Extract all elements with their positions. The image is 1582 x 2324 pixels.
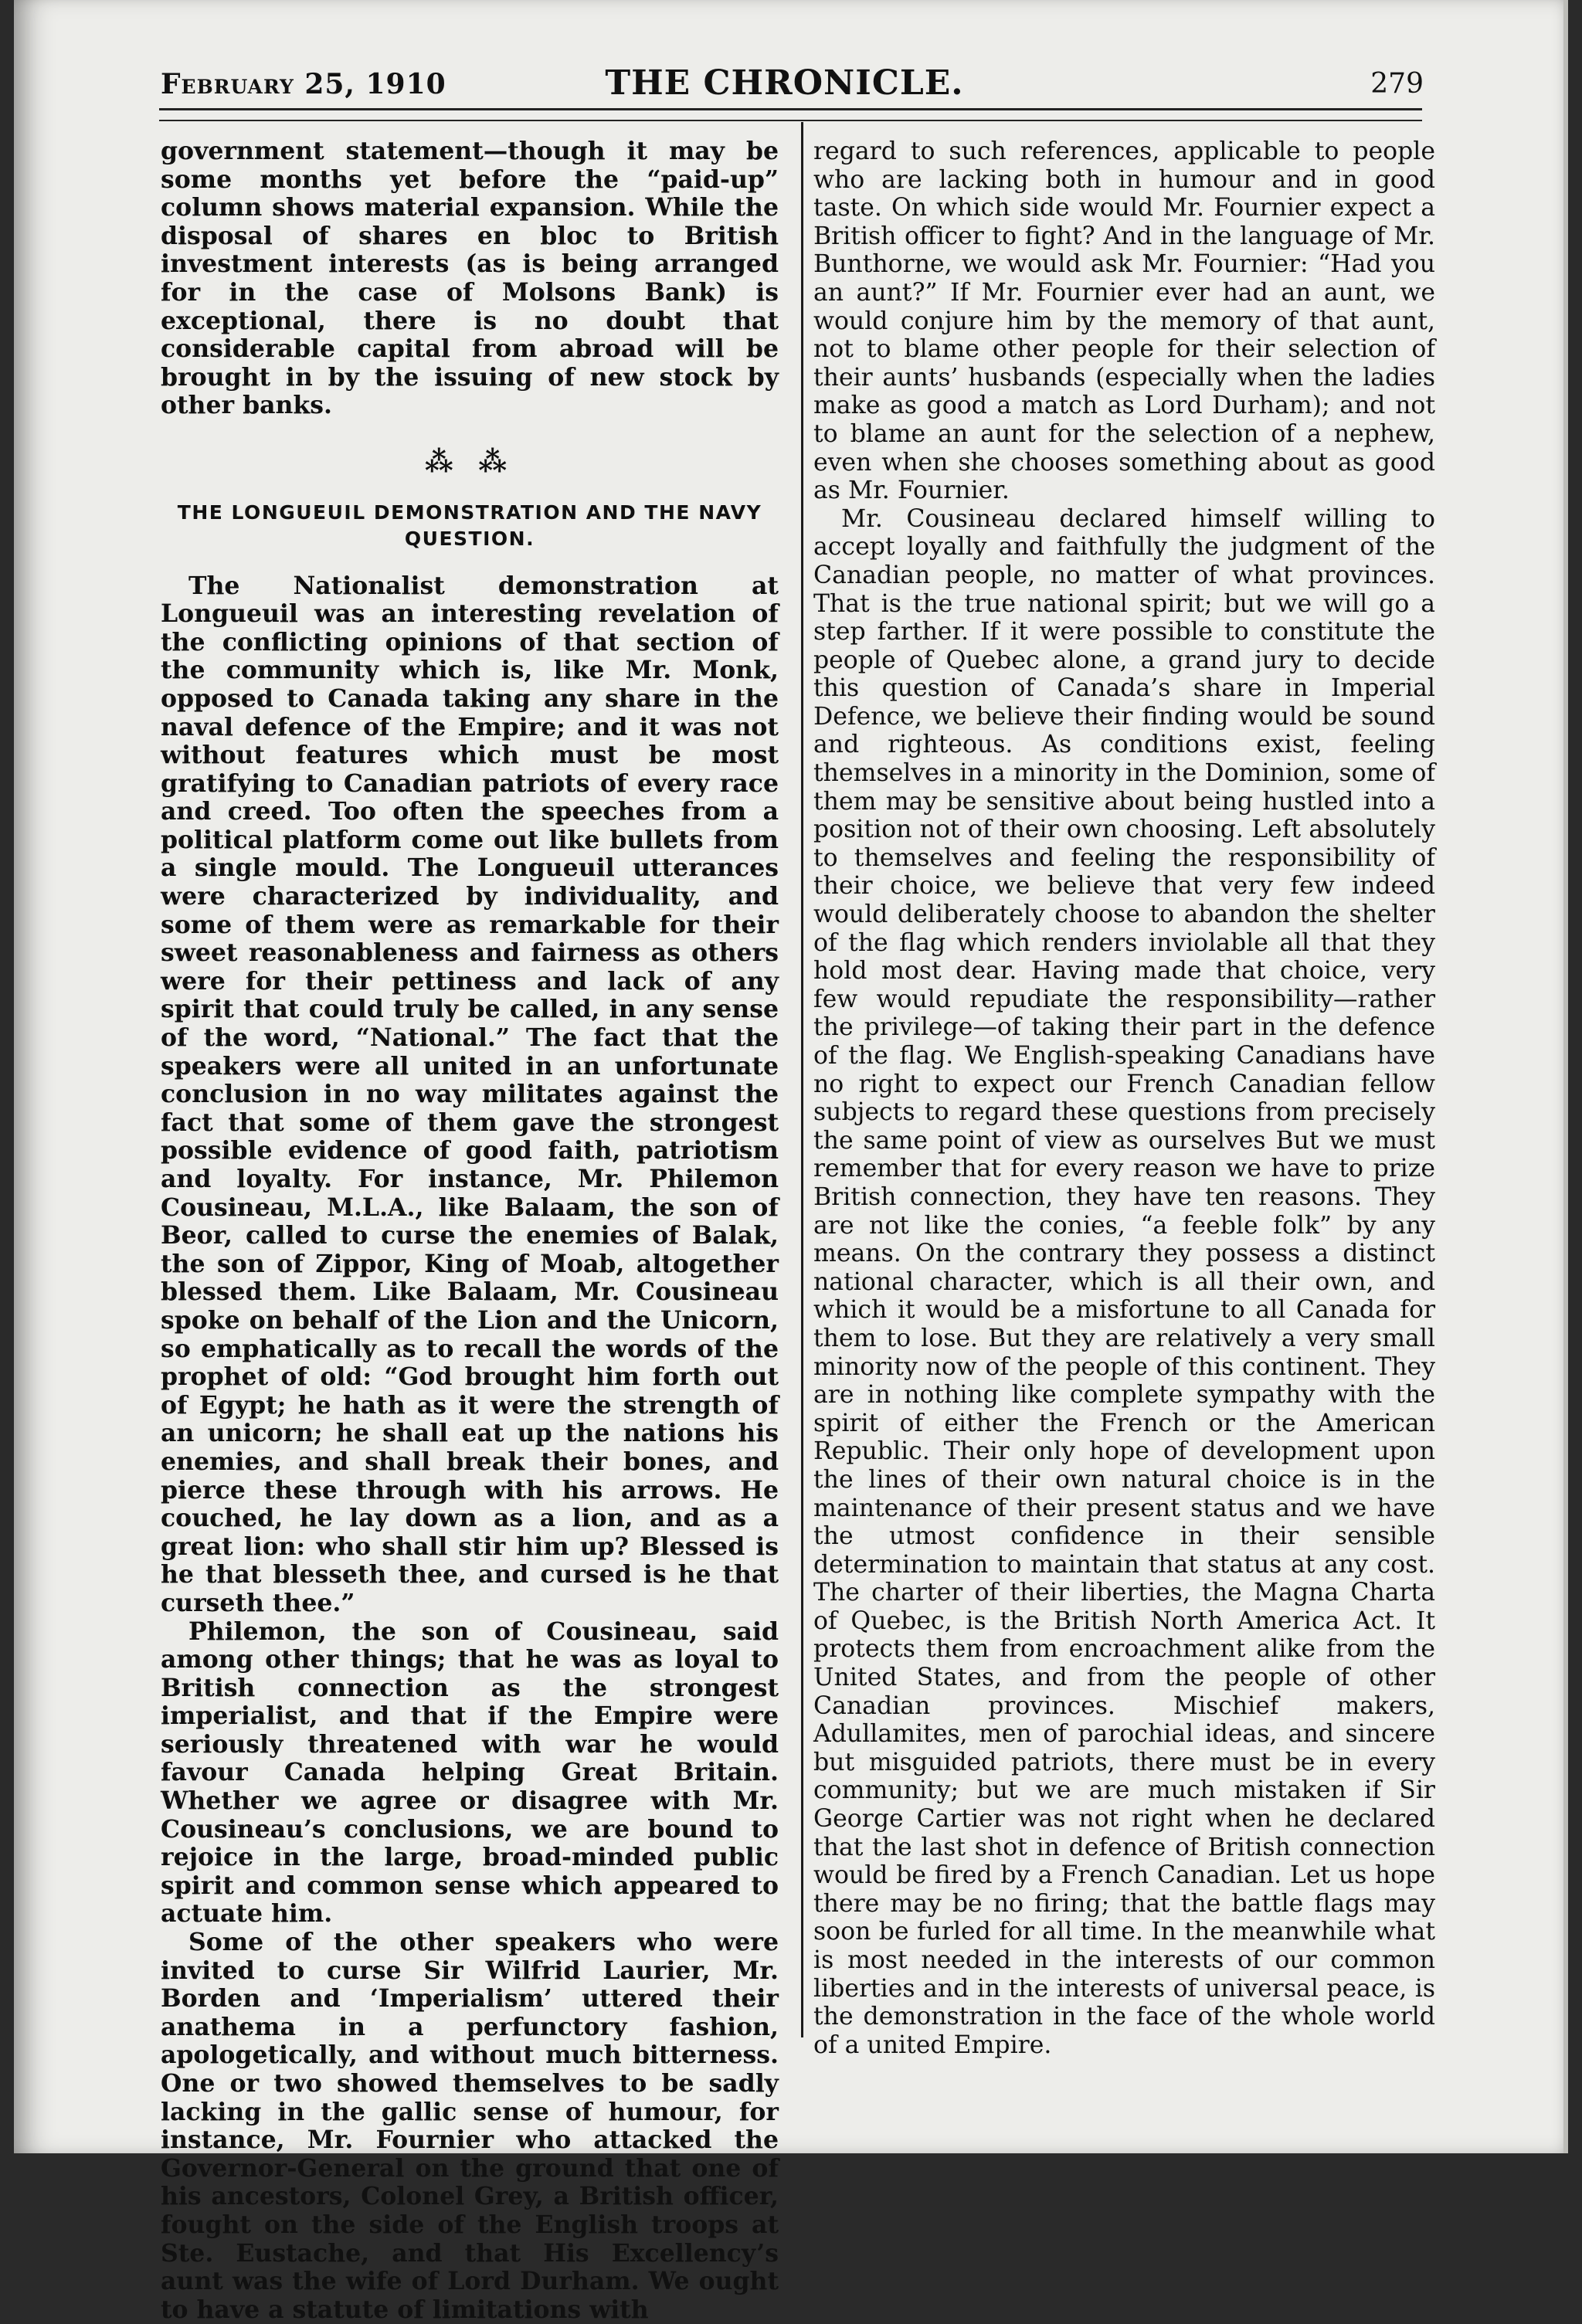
left-paragraph-2: The Nationalist demonstration at Longueuil was an interesting revelation of the conflicting opinions of that section of the community which is, like Mr. Monk, opposed to Canada taking any share in the naval defence of the Empire; and it was not without features which must be most gratifying to Canadian patriots of every race and creed. Too often the speeches from a political platform come out like bullets from a single mould. The Longueuil utterances were characterized by individuality, and some of them were as remarkable for their sweet reasonableness and fairness as others were for their pettiness and lack of any spirit that could truly be called, in any sense of the word, “National.” The fact that the speakers were all united in an unfortunate conclusion in no way militates against the fact that some of them gave the strongest possible evidence of good faith, patriotism and loyalty. For instance, Mr. Philemon Cousineau, M.L.A., like Balaam, the son of Beor, called to curse the enemies of Balak, the son of Zippor, King of Moab, altogether blessed them. Like Balaam, Mr. Cousineau spoke on behalf of the Lion and the Unicorn, so emphatically as to recall the words of the prophet of old: “God brought him forth out of Egypt; he hath as it were the strength of an unicorn; he shall eat up the nations his enemies, and shall break their bones, and pierce these through with his arrows. He couched, he lay down as a lion, and as a great lion: who shall stir him up? Blessed is he that blesseth thee, and cursed is he that curseth thee.” — [161, 571, 779, 1617]
left-paragraph-1: government statement—though it may be some months yet before the “paid-up” column shows material expansion. While the disposal of shares en bloc to British investment interests (as is being arranged for in the case of Molsons Bank) is exceptional, there is no doubt that considerable capital from abroad will be brought in by the issuing of new stock by other banks. — [161, 137, 779, 420]
right-column — [813, 137, 1435, 2059]
left-paragraph-4: Some of the other speakers who were invited to curse Sir Wilfrid Laurier, Mr. Borden and ‘Imperialism’ uttered their anathema in a perfunctory fashion, apologetically, and without much bitterness. One or two showed themselves to be sadly lacking in the gallic sense of humour, for instance, Mr. Fournier who attacked the Governor-General on the ground that one of his ancestors, Colonel Grey, a British officer, fought on the side of the English troops at Ste. Eustache, and that His Excellency’s aunt was the wife of Lord Durham. We ought to have a statute of limitations with — [161, 1928, 779, 2324]
page-header — [145, 62, 1424, 108]
newspaper-page — [14, 0, 1568, 2324]
article-headline: THE LONGUEUIL DEMONSTRATION AND THE NAVY QUESTION. — [177, 500, 762, 550]
publication-title: THE CHRONICLE. — [605, 63, 964, 103]
left-column — [161, 137, 779, 2324]
left-paragraph-3: Philemon, the son of Cousineau, said among other things; that he was as loyal to British connection as the strongest imperialist, and that if the Empire were seriously threatened with war he would favour Canada helping Great Britain. Whether we agree or disagree with Mr. Cousineau’s conclusions, we are bound to rejoice in the large, broad-minded public spirit and common sense which appeared to actuate him. — [161, 1617, 779, 1929]
header-date: February 25, 1910 — [161, 68, 446, 100]
page-edge — [1563, 0, 1568, 2153]
page-number: 279 — [1370, 68, 1424, 100]
section-ornament: ⁂ ⁂ — [424, 445, 515, 478]
right-paragraph-2: Mr. Cousineau declared himself willing to accept loyally and faithfully the judgment of the Canadian people, no matter of what provinces. That is the true national spirit; but we will go a step farther. If it were possible to constitute the people of Quebec alone, a grand jury to decide this question of Canada’s share in Imperial Defence, we believe their finding would be sound and righteous. As conditions exist, feeling themselves in a minority in the Dominion, some of them may be sensitive about being hustled into a position not of their own choosing. Left absolutely to themselves and feeling the responsibility of their choice, we believe that very few indeed would deliberately choose to abandon the shelter of the flag which renders inviolable all that they hold most dear. Having made that choice, very few would repudiate the responsibility—rather the privilege—of taking their part in the defence of the flag. We English-speaking Canadians have no right to expect our French Canadian fellow subjects to regard these questions from precisely the same point of view as ourselves But we must remember that for every reason we have to prize British connection, they have ten reasons. They are not like the conies, “a feeble folk” by any means. On the contrary they possess a distinct national character, which is all their own, and which it would be a misfortune to all Canada for them to lose. But they are relatively a very small minority now of the people of this continent. They are in nothing like complete sympathy with the spirit of either the French or the American Republic. Their only hope of development upon the lines of their own natural choice is in the maintenance of their present status and we have the utmost confidence in their sensible determination to maintain that status at any cost. The charter of their liberties, the Magna Charta of Quebec, is the British North America Act. It protects them from encroachment alike from the United States, and from the people of other Canadian provinces. Mischief makers, Adullamites, men of parochial ideas, and sincere but misguided patriots, there must be in every community; but we are much mistaken if Sir George Cartier was not right when he declared that the last shot in defence of British connection would be fired by a French Canadian. Let us hope there may be no firing; that the battle flags may soon be furled for all time. In the meanwhile what is most needed in the interests of our common liberties and in the interests of universal peace, is the demonstration in the face of the whole world of a united Empire. — [813, 504, 1435, 2059]
column-divider — [801, 122, 803, 2037]
right-paragraph-1: regard to such references, applicable to people who are lacking both in humour and in good taste. On which side would Mr. Fournier expect a British officer to fight? And in the language of Mr. Bunthorne, we would ask Mr. Fournier: “Had you an aunt?” If Mr. Fournier ever had an aunt, we would conjure him by the memory of that aunt, not to blame other people for their selection of their aunts’ husbands (especially when the ladies make as good a match as Lord Durham); and not to blame an aunt for the selection of a nephew, even when she chooses something about as good as Mr. Fournier. — [813, 137, 1435, 505]
header-rule — [159, 108, 1422, 121]
